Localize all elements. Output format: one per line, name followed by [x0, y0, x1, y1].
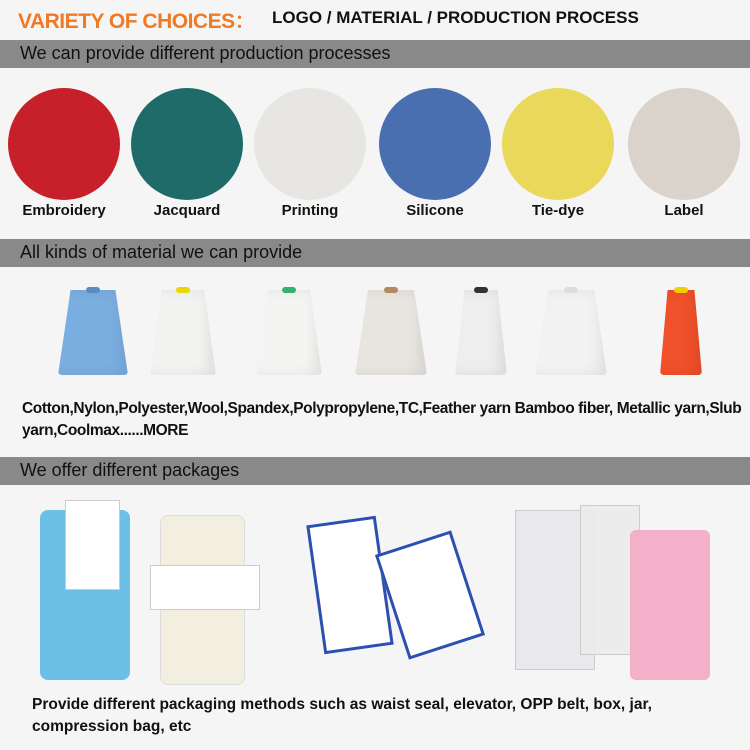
- process-image-jacquard: [131, 88, 243, 200]
- cone-cap: [282, 287, 296, 293]
- cone-cap: [86, 287, 100, 293]
- process-label: Jacquard: [153, 202, 221, 219]
- cone-cap: [384, 287, 398, 293]
- sock-image-pink: [630, 530, 710, 680]
- process-image-embroidery: [8, 88, 120, 200]
- yarn-cone: [150, 290, 216, 375]
- process-image-label: [628, 88, 740, 200]
- header-card: [65, 500, 120, 590]
- yarn-cone: [256, 290, 322, 375]
- section-heading-processes: We can provide different production processes: [0, 40, 750, 68]
- yarn-cone: [660, 290, 702, 375]
- process-label: Tie-dye: [531, 202, 585, 219]
- waist-seal: [150, 565, 260, 610]
- cone-cap: [176, 287, 190, 293]
- process-image-silicone: [379, 88, 491, 200]
- process-label: Label: [664, 202, 704, 219]
- page-title: VARIETY OF CHOICES：: [18, 10, 256, 33]
- yarn-cone: [455, 290, 507, 375]
- process-image-tie-dye: [502, 88, 614, 200]
- material-list-text: Cotton,Nylon,Polyester,Wool,Spandex,Polypropylene,TC,Feather yarn Bamboo fiber, Metallic yarn,Slub yarn,Coolmax......MORE: [22, 400, 742, 439]
- section-heading-packages: We offer different packages: [0, 457, 750, 485]
- box-package: [306, 516, 393, 654]
- cone-cap: [474, 287, 488, 293]
- cone-cap: [564, 287, 578, 293]
- process-label: Printing: [281, 202, 339, 219]
- process-image-printing: [254, 88, 366, 200]
- package-description: Provide different packaging methods such as waist seal, elevator, OPP belt, box, jar, compression bag, etc: [32, 696, 652, 735]
- process-label: Silicone: [406, 202, 464, 219]
- process-label: Embroidery: [22, 202, 106, 219]
- section-heading-materials: All kinds of material we can provide: [0, 239, 750, 267]
- cone-cap: [674, 287, 688, 293]
- yarn-cone: [535, 290, 607, 375]
- page-subtitle: LOGO / MATERIAL / PRODUCTION PROCESS: [272, 8, 639, 27]
- yarn-cone: [355, 290, 427, 375]
- yarn-cone: [58, 290, 128, 375]
